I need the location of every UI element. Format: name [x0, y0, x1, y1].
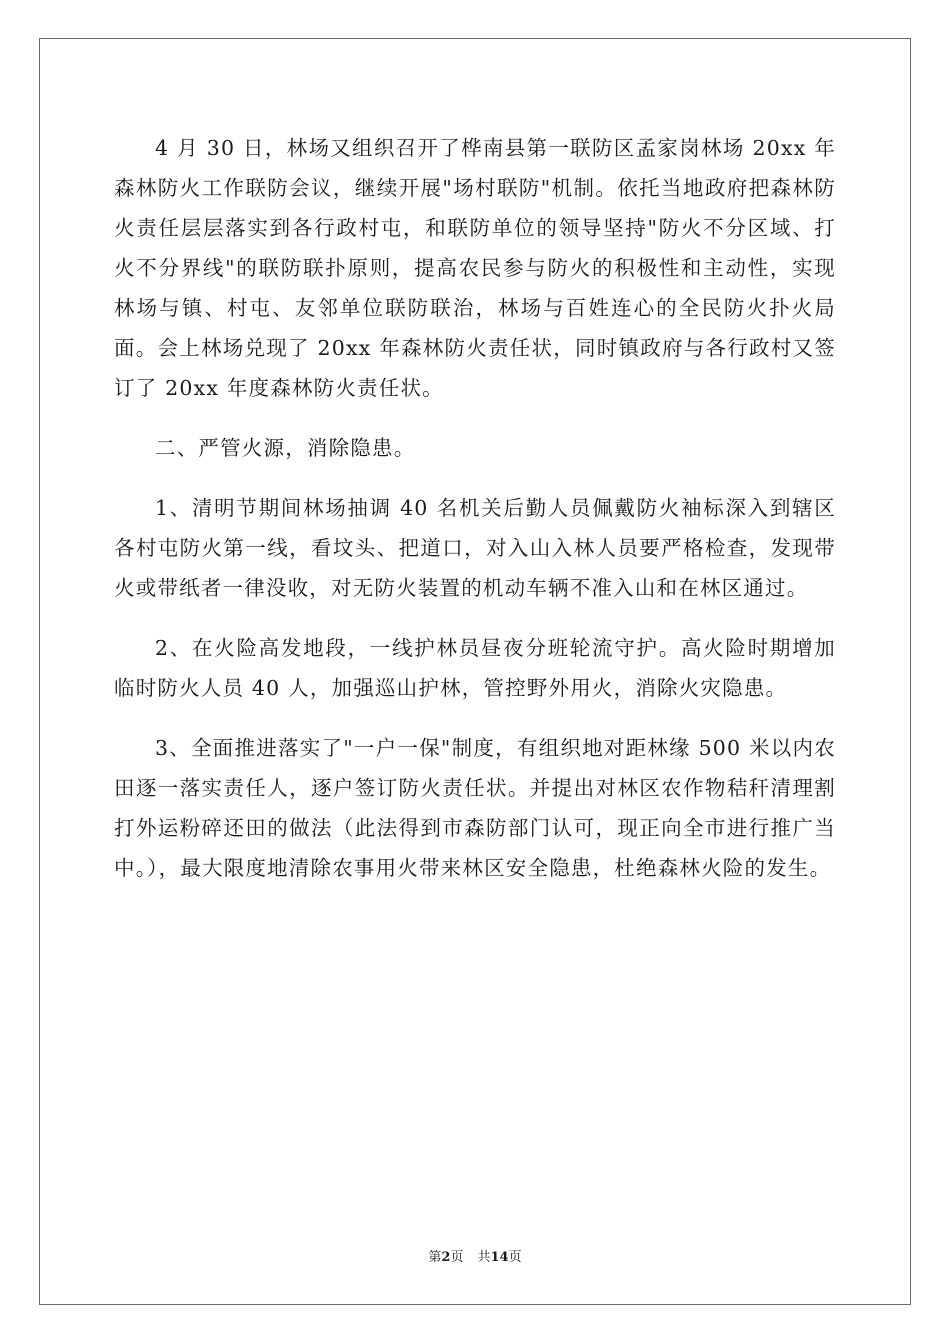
page-footer: [0, 1246, 950, 1265]
total-prefix: 共: [477, 1250, 491, 1265]
page-prefix: 第: [428, 1250, 442, 1265]
page-number: 2: [441, 1250, 451, 1265]
total-suffix: 页: [508, 1250, 522, 1265]
paragraph-item-3: 3、全面推进落实了"一户一保"制度，有组织地对距林缘 500 米以内农田逐一落实责任人，逐户签订防火责任状。并提出对林区农作物秸秆清理割打外运粉碎还田的做法（此法得到市森防部门认可，现正向全市进行推广当中。），最大限度地清除农事用火带来林区安全隐患，杜绝森林火险的发生。: [114, 736, 836, 880]
section-heading: 二、严管火源，消除隐患。: [155, 436, 416, 460]
document-body: [114, 128, 836, 908]
paragraph-meeting: 4 月 30 日，林场又组织召开了桦南县第一联防区孟家岗林场 20xx 年森林防火工作联防会议，继续开展"场村联防"机制。依托当地政府把森林防火责任层层落实到各行政村屯，和联防单位的领导坚持"防火不分区域、打火不分界线"的联防联扑原则，提高农民参与防火的积极性和主动性，实现林场与镇、村屯、友邻单位联防联治，林场与百姓连心的全民防火扑火局面。会上林场兑现了 20xx 年森林防火责任状，同时镇政府与各行政村又签订了 20xx 年度森林防火责任状。: [114, 136, 836, 400]
paragraph-item-1: 1、清明节期间林场抽调 40 名机关后勤人员佩戴防火袖标深入到辖区各村屯防火第一线，看坟头、把道口，对入山入林人员要严格检查，发现带火或带纸者一律没收，对无防火装置的机动车辆不准入山和在林区通过。: [114, 496, 836, 600]
page-suffix: 页: [450, 1250, 464, 1265]
total-pages: 14: [490, 1250, 509, 1265]
paragraph-item-2: 2、在火险高发地段，一线护林员昼夜分班轮流守护。高火险时期增加临时防火人员 40 人，加强巡山护林，管控野外用火，消除火灾隐患。: [114, 636, 836, 700]
